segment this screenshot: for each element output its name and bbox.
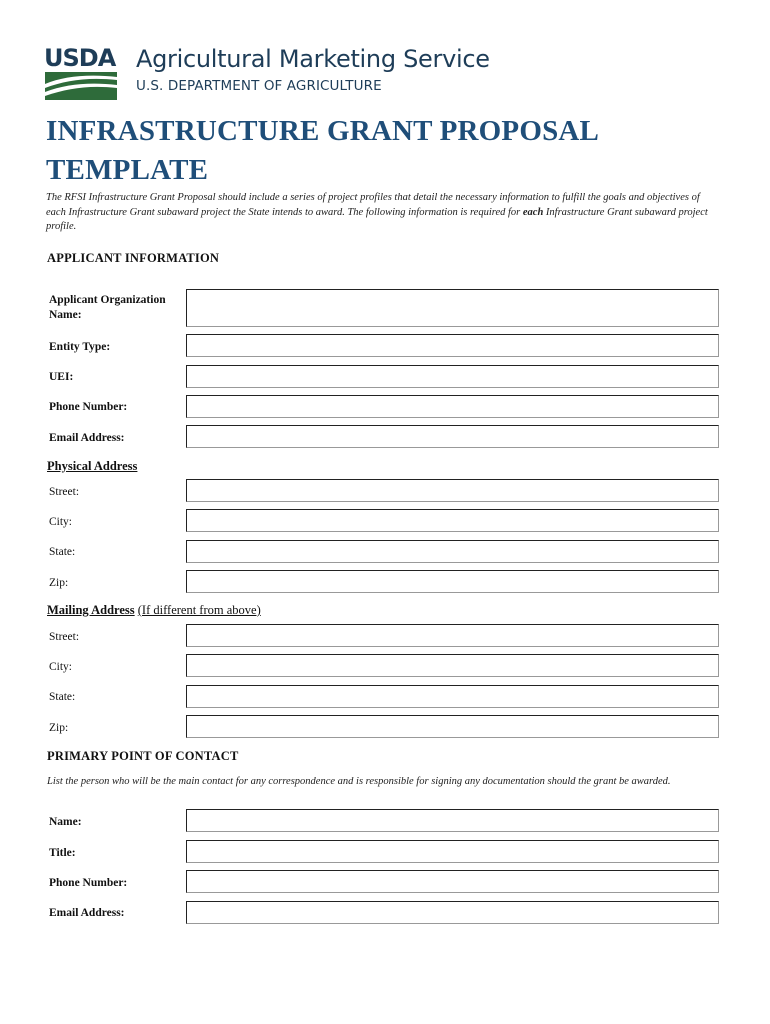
mailing-state-field[interactable]: [186, 685, 719, 708]
contact-phone-field[interactable]: [186, 870, 719, 893]
phone-label: Phone Number:: [49, 401, 128, 413]
mailing-zip-field[interactable]: [186, 715, 719, 738]
physical-street-label: Street:: [49, 486, 80, 498]
usda-ams-logo: [44, 44, 490, 100]
email-field[interactable]: [186, 425, 719, 448]
contact-title-field[interactable]: [186, 840, 719, 863]
contact-name-label: Name:: [49, 816, 82, 828]
agency-name: Agricultural Marketing Service: [136, 45, 490, 73]
uei-field[interactable]: [186, 365, 719, 388]
intro-emphasis: each: [522, 206, 544, 218]
entity-type-label: Entity Type:: [49, 341, 111, 353]
mailing-street-field[interactable]: [186, 624, 719, 647]
contact-email-label: Email Address:: [49, 907, 125, 919]
page-title: [46, 112, 686, 190]
org-name-label: [49, 293, 166, 323]
mailing-zip-label: Zip:: [49, 722, 69, 734]
contact-note: List the person who will be the main contact for any correspondence and is responsible for signing any documentation should the grant be awarded.: [47, 776, 671, 787]
usda-wordmark: USDA: [44, 44, 116, 72]
physical-city-label: City:: [49, 516, 73, 528]
contact-name-field[interactable]: [186, 809, 719, 832]
physical-state-field[interactable]: [186, 540, 719, 563]
intro-text: The RFSI Infrastructure Grant Proposal should include a series of project profiles that detail the necessary information to fulfill the goals and objectives of each Infrastructure Grant subaward project the State intends to award. The following information is required for: [46, 192, 700, 218]
usda-logo-mark: [44, 44, 120, 100]
mailing-address-note: (If different from above): [137, 603, 261, 617]
mailing-city-label: City:: [49, 661, 73, 673]
email-label: Email Address:: [49, 432, 125, 444]
contact-title-label: Title:: [49, 847, 76, 859]
physical-zip-field[interactable]: [186, 570, 719, 593]
mailing-address-title: Mailing Address: [47, 603, 135, 617]
applicant-info-heading: APPLICANT INFORMATION: [47, 251, 220, 265]
physical-city-field[interactable]: [186, 509, 719, 532]
org-name-label-line2: Name:: [49, 309, 82, 321]
mailing-street-label: Street:: [49, 631, 80, 643]
contact-heading: PRIMARY POINT OF CONTACT: [47, 749, 239, 763]
mailing-city-field[interactable]: [186, 654, 719, 677]
department-name: U.S. DEPARTMENT OF AGRICULTURE: [136, 78, 382, 94]
title-line-1: INFRASTRUCTURE GRANT PROPOSAL: [46, 115, 600, 147]
intro-paragraph: [46, 191, 716, 235]
mailing-state-label: State:: [49, 691, 76, 703]
mailing-address-heading: [47, 603, 261, 618]
physical-address-title: Physical Address: [47, 459, 138, 473]
org-name-field[interactable]: [186, 289, 719, 327]
uei-label: UEI:: [49, 371, 74, 383]
physical-zip-label: Zip:: [49, 577, 69, 589]
intro-tail: Infrastructure Grant subaward project profile.: [46, 206, 708, 232]
physical-state-label: State:: [49, 546, 76, 558]
physical-address-heading: [47, 459, 137, 474]
contact-email-field[interactable]: [186, 901, 719, 924]
entity-type-field[interactable]: [186, 334, 719, 357]
contact-phone-label: Phone Number:: [49, 877, 128, 889]
phone-field[interactable]: [186, 395, 719, 418]
physical-street-field[interactable]: [186, 479, 719, 502]
org-name-label-line1: Applicant Organization: [49, 294, 166, 306]
title-line-2: TEMPLATE: [46, 154, 209, 186]
